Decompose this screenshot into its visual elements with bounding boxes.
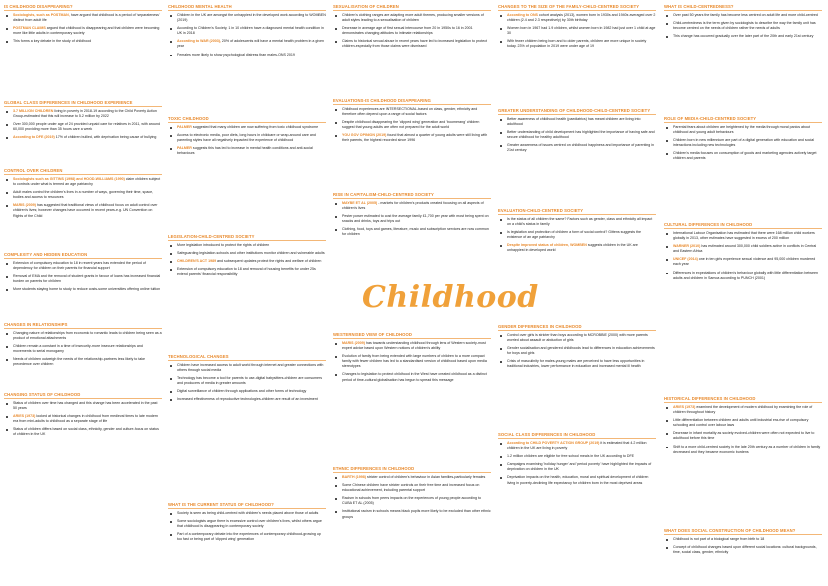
section-heading: COMPLEXITY AND HIDDEN EDUCATION	[4, 252, 162, 259]
topic-section	[498, 4, 656, 53]
bullet-text: Over past 50 years the family has become less centred on adult life and more child-centred	[673, 13, 818, 17]
topic-section	[664, 222, 822, 284]
bullet-text: Evolution of family from being extended with large numbers of children to a more compact family with fewer children has led to a standardised version of childhood based upon media stereotypes	[342, 354, 487, 369]
bullet-list	[168, 13, 326, 58]
bullet-point	[664, 151, 822, 161]
bullet-text: have argued that childhood is a period of 'separateness' distinct from adult life	[13, 13, 160, 23]
topic-section	[168, 116, 326, 159]
bullet-point	[498, 346, 656, 356]
bullet-point	[498, 217, 656, 227]
bullet-point	[4, 109, 162, 119]
bullet-list	[664, 13, 822, 39]
topic-section	[168, 354, 326, 406]
bullet-point	[168, 363, 326, 373]
bullet-point	[664, 257, 822, 267]
bullet-list	[664, 231, 822, 281]
section-heading: CHANGES TO THE SIZE OF THE FAMILY-CHILD-CENTRED SOCIETY	[498, 4, 656, 11]
bullet-point	[168, 259, 326, 264]
bullet-text: Women born in 1967 had 1.9 children, whilst women born in 1982 had just over 1 child at age 30	[507, 26, 656, 36]
bullet-text: More students staying home to study to reduce costs-some universities offering online tuition	[13, 287, 161, 292]
bullet-text: Child-centredness is the term given by sociologists to describe the way the family unit has become centred on the needs of children rather the needs of adults	[673, 21, 816, 31]
bullet-text: Gender socialisation and gendered childhoods lead to differences in education achievements for boys and girls	[507, 346, 655, 356]
bullet-list	[498, 217, 656, 254]
bullet-point	[168, 267, 326, 277]
highlighted-term: 3.7 MILLION CHILDREN	[13, 109, 54, 113]
section-heading: LEGISLATION-CHILD-CENTRED SOCIETY	[168, 234, 326, 241]
bullet-point	[498, 230, 656, 240]
bullet-text: argued that childhood is disappearing and that children were becoming more like little adults in contemporary society	[13, 26, 160, 36]
bullet-point	[333, 214, 491, 224]
bullet-list	[498, 117, 656, 154]
highlighted-term: According to DFE (2019)	[13, 135, 55, 140]
bullet-point	[333, 133, 491, 143]
section-heading: CULTURAL DIFFERENCES IN CHILDHOOD	[664, 222, 822, 229]
bullet-point	[4, 122, 162, 132]
bullet-text: Concept of childhood changes based upon different social locations: cultural backgrounds, time, social class, gender, ethnicity	[673, 545, 817, 555]
bullet-text: Adult males control the children's lives in a number of ways, governing their time, space, bodies and access to resources	[13, 190, 154, 200]
bullet-point	[498, 359, 656, 369]
bullet-point	[168, 251, 326, 256]
bullet-point	[333, 13, 491, 23]
bullet-point	[664, 244, 822, 254]
topic-section	[168, 502, 326, 545]
bullet-list	[4, 13, 162, 44]
bullet-text: Greater awareness of issues centred on childhood happiness and importance of parenting in 21st century	[507, 143, 655, 153]
bullet-point	[664, 445, 822, 455]
bullet-text: Extension of compulsory education to 18 in recent years has extended the period of dependency for children on their parents for financial support	[13, 261, 146, 271]
highlighted-term: POSTMAN CLAIMS	[13, 26, 46, 31]
bullet-list	[333, 13, 491, 50]
bullet-text: Racism in schools from peers impacts on the experiences of young people according to CUBA ET AL (2005)	[342, 496, 482, 506]
bullet-text: it is estimated that 4.2 million children in the UK are living in poverty	[507, 441, 647, 451]
bullet-text: Crisis of masculinity for males-young males are perceived to have less opportunities in traditional industries, lower performance in education and increased mental ill health	[507, 359, 645, 369]
topic-section	[4, 4, 162, 47]
highlighted-term: CHILDREN'S ACT 1989	[177, 259, 217, 264]
bullet-point	[4, 26, 162, 36]
bullet-text: suggests children in the UK are unhappiest in developed world	[507, 243, 638, 253]
bullet-text: looked at historical changes in childhood from medieval times to late modern era from mini-adults to childhood as a separate stage of life	[13, 414, 159, 424]
bullet-text: Changing nature of relationships from economic to romantic leads to children being seen as a product of emotional attachments	[13, 331, 162, 341]
section-heading: TOXIC CHILDHOOD	[168, 116, 326, 123]
highlighted-term: BARTH (1998)	[342, 475, 366, 479]
topic-section	[498, 108, 656, 157]
bullet-text: Children born in new millennium are part of a digital generation with education and social interactions including new technologies	[673, 138, 815, 148]
bullet-point	[498, 441, 656, 451]
bullet-list	[333, 201, 491, 238]
bullet-point	[498, 143, 656, 153]
bullet-list	[4, 331, 162, 368]
topic-section	[498, 432, 656, 489]
bullet-text: This forms a key debate in the study of childhood	[13, 39, 92, 44]
section-heading: EVALUATION-CHILD-CENTRED SOCIETY	[498, 208, 656, 215]
bullet-text: Increased effectiveness of reproductive technologies-children are result of an investment	[177, 397, 318, 402]
bullet-text: Society is seen as being child-centred with children's needs placed above those of adults	[177, 511, 319, 515]
bullet-point	[4, 203, 162, 218]
bullet-text: Females more likely to show psychological distress than males-ONS 2019	[177, 52, 295, 57]
bullet-point	[498, 39, 656, 49]
bullet-text: Over 300,000 people under age of 24 provided unpaid care for relatives in 2011, with around 60,000 providing more than 35 hours care a week	[13, 122, 160, 132]
bullet-point	[333, 26, 491, 36]
bullet-text: Children in the UK are amongst the unhappiest in the developed work according to WOMBEN (2019)	[177, 13, 326, 23]
bullet-point	[4, 344, 162, 354]
bullet-point	[168, 125, 326, 130]
highlighted-term: ARIES (1973)	[13, 414, 36, 419]
bullet-text: Children remain a constant in a time of insecurity-more insecure relationships and movements to serial monogamy	[13, 344, 143, 354]
bullet-point	[664, 138, 822, 148]
bullet-text: More legislation introduced to protect the rights of children	[177, 243, 270, 247]
bullet-text: has towards understanding childhood through lens of Western society-most expert advice based upon Western notions of children's ability	[342, 341, 486, 351]
bullet-text: suggested that many children are now suffering from toxic childhood syndrome	[191, 125, 319, 129]
bullet-point	[498, 475, 656, 485]
bullet-point	[168, 39, 326, 49]
bullet-text: Claims to historical sexual abuse in recent years have led to increased legislation to protect children-especially from those claims were dismissed	[342, 39, 488, 49]
bullet-point	[664, 13, 822, 18]
topic-section	[664, 528, 822, 558]
section-heading: ROLE OF MEDIA-CHILD-CENTRED SOCIETY	[664, 116, 822, 123]
bullet-point	[168, 389, 326, 394]
bullet-point	[498, 117, 656, 127]
bullet-list	[168, 363, 326, 403]
highlighted-term: ARIES (1973)	[673, 405, 696, 409]
bullet-point	[498, 26, 656, 36]
bullet-list	[4, 109, 162, 140]
bullet-text: Digital surveillance of children through applications and other forms of technology	[177, 389, 307, 394]
highlighted-term: MARIS (2009)	[342, 341, 365, 345]
bullet-text: Some Chinese children have stricter controls on their free time and increased focus on educational achievement, including parental support	[342, 483, 480, 493]
bullet-point	[664, 537, 822, 542]
bullet-text: claim children subject to controls under what is termed an age patriarchy	[13, 177, 161, 187]
bullet-list	[4, 401, 162, 438]
highlighted-term: According to WAR (2003),	[177, 39, 221, 44]
bullet-text: and subsequent updates protect the rights and welfare of children	[216, 259, 322, 264]
bullet-list	[498, 13, 656, 50]
topic-section	[498, 324, 656, 373]
bullet-text: Pester power estimated to cost the average family £1,700 per year with most being spent on snacks and drinks, toys and trips out	[342, 214, 489, 224]
bullet-point	[664, 125, 822, 135]
bullet-text: Is the status of all children the same? Factors such as gender, class and ethnicity all impact on a child's status in family	[507, 217, 653, 227]
bullet-text: Safeguarding legislation-schools and other institutions monitor children and vulnerable adults	[177, 251, 325, 256]
bullet-text: living in poverty in 2018-19 according to the Child Poverty Action Group-estimated that this will increase to 5.2 million by 2022	[13, 109, 157, 119]
bullet-point	[168, 26, 326, 36]
bullet-list	[168, 511, 326, 542]
bullet-text: stricter control of children's behaviour in Asian families-particularly females	[365, 475, 486, 479]
bullet-text: Status of children differs based on social class, ethnicity, gender and culture-focus on status of children in the UK	[13, 427, 159, 437]
bullet-text: Children's clothing ranges are adapting more adult themes, producing smaller versions of adult styles leading to a sexualisation of children	[342, 13, 484, 23]
bullet-point	[333, 496, 491, 506]
bullet-list	[664, 405, 822, 455]
bullet-point	[168, 243, 326, 248]
highlighted-term: PALMER	[177, 125, 192, 129]
bullet-text: - markets for children's products created focusing on all aspects of children's lives	[342, 201, 484, 211]
bullet-list	[498, 333, 656, 370]
bullet-point	[333, 483, 491, 493]
bullet-point	[4, 414, 162, 424]
bullet-text: Children have increased access to adult world through internet and greater connections with others through social media	[177, 363, 324, 373]
bullet-point	[4, 401, 162, 411]
bullet-point	[333, 39, 491, 49]
topic-section	[4, 252, 162, 295]
section-heading: IS CHILDHOOD DISAPPEARING?	[4, 4, 162, 11]
section-heading: GLOBAL CLASS DIFFERENCES IN CHILDHOOD EXPERIENCE	[4, 100, 162, 107]
bullet-text: Despite childhood disappearing the 'clipped wing' generation and 'boomerang' children suggest that young adults are often not prepared for the adult world	[342, 120, 480, 130]
bullet-point	[664, 405, 822, 415]
bullet-text: 17% of children bullied, with deprivation being cause of bullying	[54, 135, 157, 140]
section-heading: CHANGING STATUS OF CHILDHOOD	[4, 392, 162, 399]
bullet-point	[664, 431, 822, 441]
section-heading: CHILDHOOD MENTAL HEALTH	[168, 4, 326, 11]
bullet-list	[4, 177, 162, 219]
section-heading: WHAT IS CHILD-CENTREDNESS?	[664, 4, 822, 11]
bullet-text: Children's media focuses on consumption of goods and marketing agencies actively target children and parents	[673, 151, 817, 161]
bullet-text: Parental fears about children are heightened by the media through moral panics about childhood and young adult behaviours	[673, 125, 811, 135]
section-heading: CHANGES IN RELATIONSHIPS	[4, 322, 162, 329]
highlighted-term: UNICEF (2014)	[673, 257, 698, 262]
bullet-point	[168, 146, 326, 156]
section-heading: WHAT IS THE CURRENT STATUS OF CHILDHOOD?	[168, 502, 326, 509]
bullet-text: Removal of EMA and the removal of student grants in favour of loans has increased financial burden on parents for children	[13, 274, 161, 284]
section-heading: WESTERNISED VIEW OF CHILDHOOD	[333, 332, 491, 339]
bullet-point	[168, 133, 326, 143]
bullet-point	[4, 261, 162, 271]
bullet-point	[168, 511, 326, 516]
bullet-text: Access to electronic media, poor diets, long hours in childcare or wrap-around care and parenting styles have all negatively impacted the experience of childhood	[177, 133, 316, 143]
topic-section	[664, 396, 822, 458]
bullet-text: Better understanding of child development has highlighted the importance of having safe and secure childhood for healthy adulthood	[507, 130, 655, 140]
topic-section	[168, 234, 326, 280]
section-heading: RISE IN CAPITALISM-CHILD-CENTRED SOCIETY	[333, 192, 491, 199]
bullet-text: 20% of adolescents will have a mental health problem in a given year	[177, 39, 325, 49]
section-heading: GREATER UNDERSTANDING OF CHILDHOOD-CHILD-CENTRED SOCIETY	[498, 108, 656, 115]
topic-section	[333, 466, 491, 523]
bullet-text: International Labour Organisation has estimated that there were 168 million child workers globally in 2013, other estimates have suggested in excess of 200 million	[673, 231, 815, 241]
bullet-text: Institutional racism in schools means black pupils more likely to be excluded than other ethnic groups	[342, 509, 491, 519]
bullet-text: Decrease in average age of first sexual intercourse from 20 in 1950s to 16 in 2001 demonstrates changing attitudes to intimate relationships	[342, 26, 473, 36]
section-heading: TECHNOLOGICAL CHANGES	[168, 354, 326, 361]
topic-section	[498, 208, 656, 257]
bullet-text: Status of children over time has changed and this change has been accelerated in the past 50 years	[13, 401, 158, 411]
bullet-text: Decrease in infant mortality as society evolved-children were often not expected to live to adulthood before this time	[673, 431, 815, 441]
bullet-point	[333, 354, 491, 369]
bullet-text: This change has occurred gradually over the later part of the 20th and early 21st century	[673, 34, 814, 39]
bullet-point	[333, 201, 491, 211]
bullet-point	[664, 231, 822, 241]
bullet-text: Shift to a more child-centred society in the late 20th century as a number of children in family decreased and they became economic burdens	[673, 444, 821, 454]
bullet-point	[4, 274, 162, 284]
bullet-text: Campaigns examining 'holiday hunger' and 'period poverty' have highlighted the impacts of deprivation on children in the UK	[507, 462, 652, 472]
bullet-point	[664, 34, 822, 39]
section-heading: SOCIAL CLASS DIFFERENCES IN CHILDHOOD	[498, 432, 656, 439]
bullet-text: Needs of children outweigh the needs of the relationship-partners less likely to take precedence over children	[13, 357, 146, 367]
section-heading: ETHNIC DIFFERENCES IN CHILDHOOD	[333, 466, 491, 473]
highlighted-term: Despite improved status of children, WOMBEN	[507, 243, 587, 248]
bullet-point	[333, 107, 491, 117]
bullet-text: Part of a contemporary debate into the experiences of contemporary childhood-growing up too fast or being part of 'clipped wing' generation	[177, 532, 321, 542]
bullet-point	[333, 475, 491, 480]
bullet-point	[168, 53, 326, 58]
bullet-point	[664, 545, 822, 555]
bullet-point	[498, 462, 656, 472]
bullet-point	[4, 427, 162, 437]
bullet-text: Some sociologists argue there is excessive control over children's lives, whilst others argue that childhood is disappearing in contemporary society	[177, 519, 322, 529]
bullet-text: Extension of compulsory education to 18 and removal of housing benefits for under 25s extend parents' financial responsibility	[177, 267, 316, 277]
bullet-list	[333, 107, 491, 144]
bullet-list	[4, 261, 162, 292]
bullet-text: Control over girls is stricter than boys according to MCROBBIE (2000) with more parents worried about assault or abduction of girls	[507, 333, 648, 343]
topic-section	[664, 4, 822, 42]
bullet-point	[168, 13, 326, 23]
bullet-point	[168, 532, 326, 542]
highlighted-term: Sociologists, such as POSTMAN,	[13, 13, 70, 17]
highlighted-term: MAYBE ET AL (2005)	[342, 201, 378, 205]
bullet-text: Childhood is not part of a biological range from birth to 18	[673, 537, 765, 541]
bullet-text: Deprivation impacts on the health, education, moral and spiritual development of children living in poverty-declining life expectancy for children born in the most deprived areas	[507, 475, 649, 485]
bullet-text: one in ten girls experience sexual violence and 95,000 children murdered each year	[673, 257, 816, 267]
topic-section	[168, 4, 326, 61]
bullet-text: According to Children's Society, 1 in 10 children have a diagnosed mental health condition in UK in 2018	[177, 26, 324, 36]
bullet-text: Little differentiation between children and adults until industrial era-rise of compulsory schooling and control over labour laws	[673, 418, 809, 428]
topic-section	[333, 98, 491, 147]
bullet-point	[4, 177, 162, 187]
topic-section	[333, 332, 491, 386]
bullet-text: Better awareness of childhood health (paediatrics) has meant children are living into adulthood	[507, 117, 641, 127]
highlighted-term: Sociologists such as GITTINS (1998) and HOOD-WILLIAMS (1990)	[13, 177, 125, 181]
page-title: Childhood	[362, 280, 539, 315]
section-heading: HISTORICAL DIFFERENCES IN CHILDHOOD	[664, 396, 822, 403]
bullet-text: Is legislation and protection of children a form of social control? Gittens suggests the existence of an age patriarchy	[507, 230, 642, 240]
bullet-text: With fewer children being born and to older parents, children are more unique in society today. 23% of population in 2019 were under age of 19	[507, 39, 647, 49]
section-heading: EVALUATIONS-IS CHILDHOOD DISAPPEARING	[333, 98, 491, 105]
topic-section	[664, 116, 822, 165]
bullet-point	[664, 21, 822, 31]
bullet-point	[664, 271, 822, 281]
section-heading: GENDER DIFFERENCES IN CHILDHOOD	[498, 324, 656, 331]
topic-section	[4, 392, 162, 441]
bullet-text: Childhood experiences are INTERSECTIONAL-based on class, gender, ethnicity and therefore often depend upon a range of social factors	[342, 107, 478, 117]
bullet-point	[664, 418, 822, 428]
highlighted-term: According to ONS	[507, 13, 538, 17]
section-heading: WHAT DOES SOCIAL CONSTRUCTION OF CHILDHOOD MEAN?	[664, 528, 822, 535]
section-heading: SEXUALISATION OF CHILDREN	[333, 4, 491, 11]
bullet-text: found that almost a quarter of young adults were still living with their parents, the highest recorded since 1996	[342, 133, 488, 143]
bullet-point	[333, 372, 491, 382]
bullet-list	[498, 441, 656, 486]
bullet-text: Changes to legislation to protect childhood in the West have created childhood as a distinct period of time-cultural globalisation has begun to spread this message	[342, 372, 487, 382]
bullet-text: Differences in expectations of children's behaviour globally with little differentiation between adults and children in Samoa according to PUNCH (2001)	[673, 270, 818, 280]
bullet-point	[4, 357, 162, 367]
highlighted-term: MARIS (2009)	[13, 203, 36, 208]
topic-section	[4, 322, 162, 371]
bullet-point	[498, 130, 656, 140]
bullet-point	[4, 331, 162, 341]
bullet-list	[664, 537, 822, 555]
topic-section	[4, 100, 162, 143]
bullet-point	[4, 39, 162, 44]
bullet-point	[498, 243, 656, 253]
bullet-point	[498, 13, 656, 23]
bullet-point	[4, 13, 162, 23]
highlighted-term: PALMER	[177, 146, 192, 151]
section-heading: CONTROL OVER CHILDREN	[4, 168, 162, 175]
bullet-point	[498, 454, 656, 459]
bullet-text: examined the development of modern childhood by examining the role of children throughout history	[673, 405, 813, 415]
highlighted-term: According to CHILD POVERTY ACTION GROUP (2019)	[507, 441, 600, 445]
bullet-point	[168, 519, 326, 529]
bullet-list	[333, 475, 491, 520]
bullet-point	[333, 227, 491, 237]
bullet-list	[333, 341, 491, 383]
topic-section	[4, 168, 162, 222]
bullet-text: cohort analysis (2013), women born in 1930s and 1940s averaged over 2 children (2.4 and 2.3 respectively) by 30th birthday	[507, 13, 656, 23]
bullet-point	[168, 376, 326, 386]
bullet-point	[498, 333, 656, 343]
bullet-list	[168, 125, 326, 156]
topic-section	[333, 192, 491, 241]
bullet-list	[664, 125, 822, 162]
bullet-point	[4, 135, 162, 140]
bullet-point	[333, 509, 491, 519]
bullet-point	[4, 190, 162, 200]
bullet-text: Clothing, food, toys and games, literature, music and subscription services are now common for children	[342, 227, 489, 237]
bullet-point	[333, 120, 491, 130]
bullet-point	[333, 341, 491, 351]
bullet-text: has suggested that traditional views of childhood focus on adult control over children's lives; however changes have occurred in recent years-e.g. UN Convention on Rights of the Child	[13, 203, 158, 218]
bullet-text: has estimated around 300,000 child soldiers active in conflicts in Central and Eastern Africa	[673, 244, 817, 254]
bullet-text: suggests this has led to increase in mental health conditions and anti-social behaviours	[177, 146, 313, 156]
bullet-list	[168, 243, 326, 277]
bullet-point	[4, 287, 162, 292]
highlighted-term: WARNER (2010)	[673, 244, 701, 249]
topic-section	[333, 4, 491, 53]
bullet-text: Technology has become a tool for parents to use-digital babysitters-children are consumers and producers of media in greater amounts	[177, 376, 323, 386]
highlighted-term: YOU GOV OPINION (2019)	[342, 133, 387, 138]
bullet-text: 1.2 million children are eligible for free school meals in the UK according to DFE	[507, 454, 635, 459]
bullet-point	[168, 397, 326, 402]
